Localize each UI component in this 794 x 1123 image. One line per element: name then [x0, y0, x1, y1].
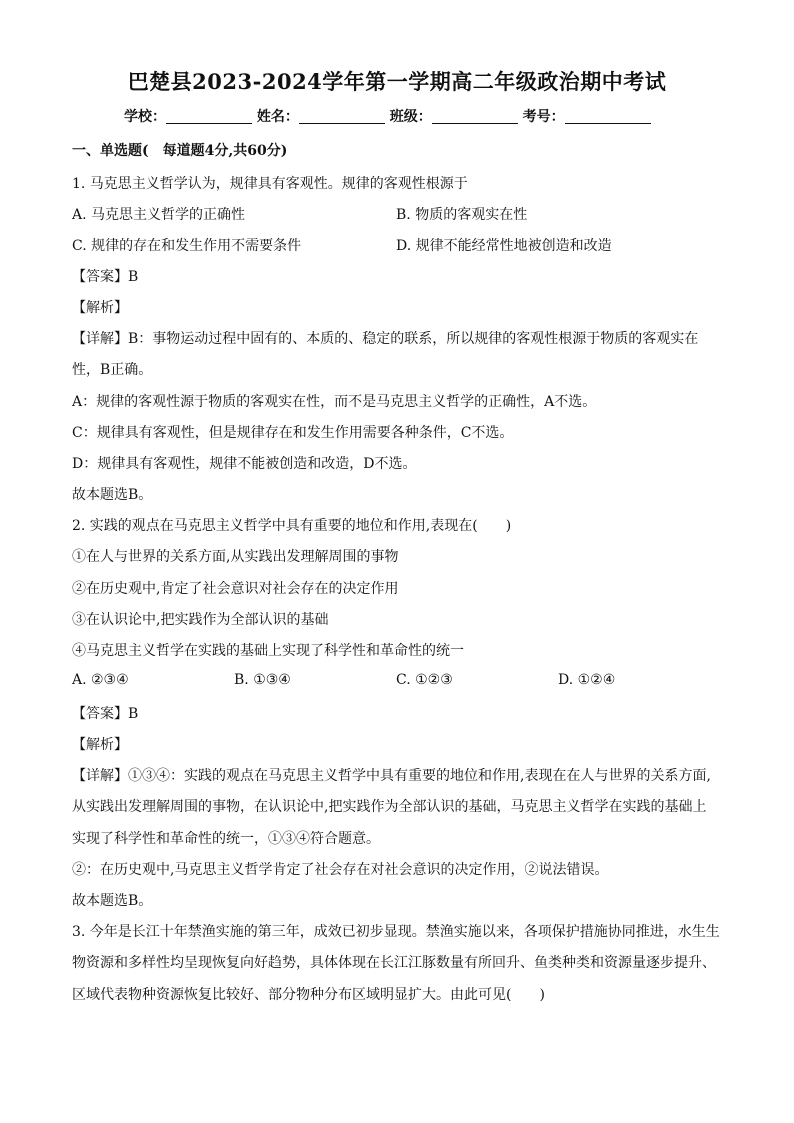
q2-detail-line3: 实现了科学性和革命性的统一，①③④符合题意。	[72, 831, 380, 847]
name-blank	[299, 109, 385, 124]
student-info-row	[124, 106, 651, 126]
q1-option-d: D. 规律不能经常性地被创造和改造	[396, 238, 612, 254]
q2-statement-4: ④马克思主义哲学在实践的基础上实现了科学性和革命性的统一	[72, 643, 464, 659]
q1-line-d: D：规律具有客观性，规律不能被创造和改造，D不选。	[72, 456, 417, 472]
q2-option-d: D. ①②④	[558, 672, 616, 688]
q1-line-c: C：规律具有客观性，但是规律存在和发生作用需要各种条件，C不选。	[72, 425, 514, 441]
q2-detail-line2: 从实践出发理解周围的事物，在认识论中,把实践作为全部认识的基础，马克思主义哲学在实践的基础上	[72, 799, 707, 815]
q2-stem: 2. 实践的观点在马克思主义哲学中具有重要的地位和作用,表现在( )	[72, 518, 512, 534]
q1-detail-line2: 性，B正确。	[72, 362, 153, 378]
q2-conclusion: 故本题选B。	[72, 893, 153, 909]
q1-analysis: 【解析】	[72, 300, 128, 316]
q2-statement-1: ①在人与世界的关系方面,从实践出发理解周围的事物	[72, 549, 399, 565]
school-label: 学校：	[124, 109, 166, 125]
section-heading: 一、单选题( 每道题4分,共60分)	[72, 143, 288, 159]
q2-option-c: C. ①②③	[396, 672, 453, 688]
q1-option-b: B. 物质的客观实在性	[396, 207, 528, 223]
q2-statement-2: ②在历史观中,肯定了社会意识对社会存在的决定作用	[72, 581, 399, 597]
q2-statement-3: ③在认识论中,把实践作为全部认识的基础	[72, 612, 329, 628]
q3-stem-line3: 区域代表物种资源恢复比较好、部分物种分布区域明显扩大。由此可见( )	[72, 987, 545, 1003]
q2-option-b: B. ①③④	[234, 672, 291, 688]
q1-option-c: C. 规律的存在和发生作用不需要条件	[72, 238, 302, 254]
class-label: 班级：	[389, 109, 432, 125]
page-title: 巴楚县2023-2024学年第一学期高二年级政治期中考试	[127, 69, 667, 94]
name-label: 姓名：	[256, 109, 299, 125]
number-label: 考号：	[522, 109, 565, 125]
q2-detail-line1: 【详解】①③④：实践的观点在马克思主义哲学中具有重要的地位和作用,表现在在人与世界的关系方面,	[72, 768, 711, 784]
q2-analysis: 【解析】	[72, 737, 128, 753]
q1-conclusion: 故本题选B。	[72, 487, 153, 503]
q2-option-a: A. ②③④	[72, 672, 129, 688]
q1-answer: 【答案】B	[72, 269, 139, 285]
q1-detail-line1: 【详解】B：事物运动过程中固有的、本质的、稳定的联系，所以规律的客观性根源于物质的客观实在	[72, 331, 699, 347]
q3-stem-line2: 物资源和多样性均呈现恢复向好趋势，具体体现在长江江豚数量有所回升、鱼类种类和资源量逐步提升、	[72, 955, 716, 971]
q1-option-a: A. 马克思主义哲学的正确性	[72, 207, 246, 223]
q1-line-a: A：规律的客观性源于物质的客观实在性，而不是马克思主义哲学的正确性，A不选。	[72, 394, 597, 410]
q3-stem-line1: 3. 今年是长江十年禁渔实施的第三年，成效已初步显现。禁渔实施以来，各项保护措施协同推进，水生生	[72, 924, 720, 940]
school-blank	[166, 109, 252, 124]
q1-stem: 1. 马克思主义哲学认为，规律具有客观性。规律的客观性根源于	[72, 176, 468, 192]
class-blank	[432, 109, 518, 124]
q2-line-2: ②：在历史观中,马克思主义哲学肯定了社会存在对社会意识的决定作用，②说法错误。	[72, 862, 609, 878]
q2-answer: 【答案】B	[72, 706, 139, 722]
number-blank	[565, 109, 651, 124]
